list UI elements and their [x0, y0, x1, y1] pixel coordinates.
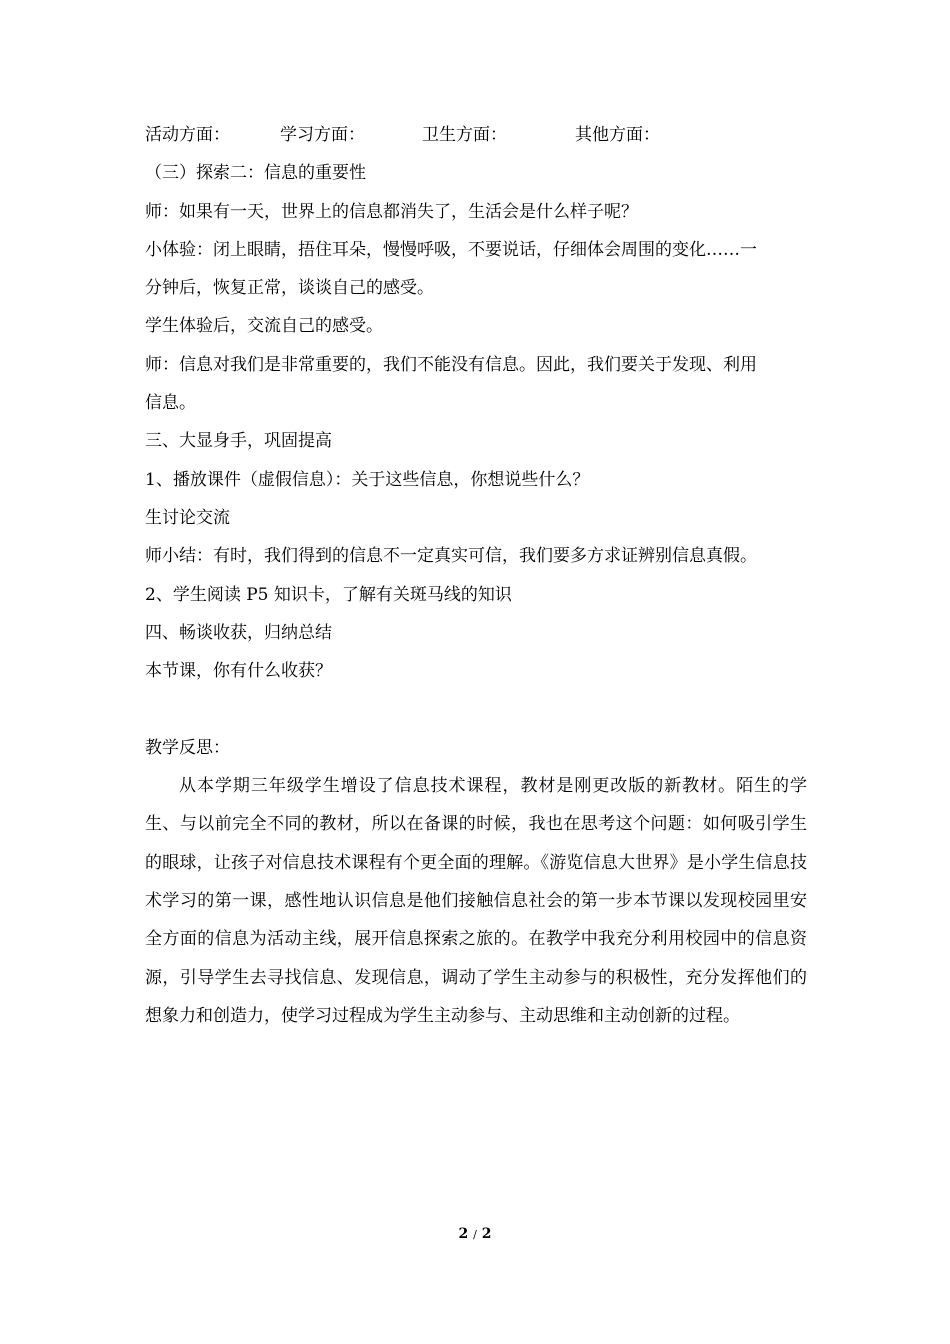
page-number: [0, 1226, 950, 1242]
harvest-question: 本节课，你有什么收获？: [145, 661, 332, 682]
section-4-heading: 四、畅谈收获，归纳总结: [145, 622, 332, 643]
discussion: 生讨论交流: [145, 507, 230, 528]
aspect-activity: 活动方面：: [145, 125, 230, 145]
item-2: 2、学生阅读 P5 知识卡，了解有关斑马线的知识: [145, 584, 512, 605]
teacher-summary: 师小结：有时，我们得到的信息不一定真实可信，我们要多方求证辨别信息真假。: [145, 546, 757, 567]
experience-line-2: 分钟后，恢复正常，谈谈自己的感受。: [145, 278, 434, 299]
current-page: 2: [458, 1226, 469, 1242]
teacher-question: 师：如果有一天，世界上的信息都消失了，生活会是什么样子呢？: [145, 201, 638, 222]
item-1: 1、播放课件（虚假信息）：关于这些信息，你想说些什么？: [145, 469, 590, 490]
spacer: [145, 690, 807, 728]
explore2-heading: （三）探索二：信息的重要性: [145, 163, 366, 184]
reflection-title: 教学反思：: [145, 737, 230, 758]
section-3-heading: 三、大显身手，巩固提高: [145, 431, 332, 452]
total-pages: 2: [481, 1226, 492, 1242]
document-body: [145, 116, 807, 1035]
teacher-importance-2: 信息。: [145, 393, 196, 414]
reflection-paragraph: 从本学期三年级学生增设了信息技术课程，教材是刚更改版的新教材。陌生的学生、与以前完全不同的教材，所以在备课的时候，我也在思考这个问题：如何吸引学生的眼球，让孩子对信息技术课程有个更全面的理解。《游览信息大世界》是小学生信息技术学习的第一课，感性地认识信息是他们接触信息社会的第一步本节课以发现校园里安全方面的信息为活动主线，展开信息探索之旅的。在教学中我充分利用校园中的信息资源，引导学生去寻找信息、发现信息，调动了学生主动参与的积极性，充分发挥他们的想象力和创造力，使学习过程成为学生主动参与、主动思维和主动创新的过程。: [145, 776, 807, 1026]
teacher-importance-1: 师：信息对我们是非常重要的，我们不能没有信息。因此，我们要关于发现、利用: [145, 354, 757, 375]
aspect-hygiene: 卫生方面：: [422, 125, 507, 145]
page-separator: /: [473, 1228, 477, 1241]
experience-line-1: 小体验：闭上眼睛，捂住耳朵，慢慢呼吸，不要说话，仔细体会周围的变化……一: [145, 239, 757, 260]
aspect-study: 学习方面：: [280, 125, 365, 145]
aspects-row: [145, 116, 807, 154]
student-share: 学生体验后，交流自己的感受。: [145, 316, 383, 337]
aspect-other: 其他方面：: [575, 125, 660, 145]
